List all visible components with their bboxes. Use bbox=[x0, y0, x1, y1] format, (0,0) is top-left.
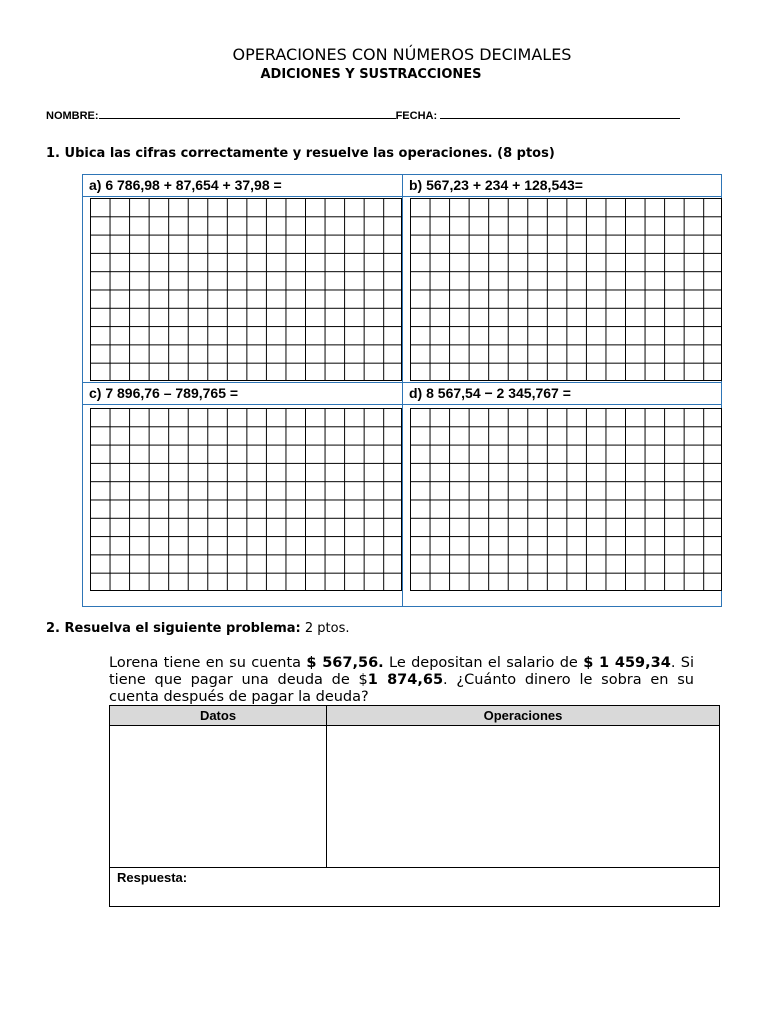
section1-title: 1. Ubica las cifras correctamente y resuelve las operaciones. (8 ptos) bbox=[46, 146, 555, 161]
operations-vertical-divider bbox=[402, 174, 403, 607]
worksheet-title: OPERACIONES CON NÚMEROS DECIMALES bbox=[232, 45, 572, 64]
operation-c-label: c) 7 896,76 – 789,765 = bbox=[89, 385, 239, 401]
name-label: NOMBRE: bbox=[46, 110, 99, 122]
section2-title-bold: 2. Resuelva el siguiente problema: bbox=[46, 621, 301, 636]
problem-text-4: . ¿Cuánto dinero le sobra en su cuenta después de pagar la deuda? bbox=[109, 672, 695, 705]
grid-a bbox=[90, 198, 402, 381]
operations-divider-top bbox=[82, 196, 722, 197]
operations-divider-middle bbox=[82, 382, 722, 383]
operation-d-label: d) 8 567,54 − 2 345,767 = bbox=[409, 385, 571, 401]
problem-amount-3: 1 874,65 bbox=[367, 672, 444, 688]
grid-b bbox=[410, 198, 722, 381]
problem-text-3: . Si tiene que pagar una deuda de $ bbox=[109, 655, 695, 688]
section2-title-points: 2 ptos. bbox=[300, 621, 350, 636]
problem-text-2: Le depositan el salario de bbox=[383, 655, 584, 671]
operations-divider-lower bbox=[82, 404, 722, 405]
operaciones-cell[interactable] bbox=[327, 726, 720, 868]
operation-a-label: a) 6 786,98 + 87,654 + 37,98 = bbox=[89, 177, 282, 193]
worksheet-subtitle: ADICIONES Y SUSTRACCIONES bbox=[260, 67, 482, 82]
section2-title bbox=[46, 621, 350, 636]
problem-amount-2: $ 1 459,34 bbox=[583, 655, 671, 671]
operaciones-header: Operaciones bbox=[327, 706, 720, 726]
date-label: FECHA: bbox=[395, 110, 438, 122]
grid-c bbox=[90, 408, 402, 591]
date-line bbox=[440, 108, 680, 119]
problem-amount-1: $ 567,56. bbox=[306, 655, 384, 671]
respuesta-label: Respuesta: bbox=[117, 870, 188, 885]
name-line bbox=[99, 108, 396, 119]
datos-cell[interactable] bbox=[110, 726, 327, 868]
student-info-row bbox=[46, 108, 706, 122]
grid-d bbox=[410, 408, 722, 591]
problem-text-1: Lorena tiene en su cuenta bbox=[109, 655, 307, 671]
respuesta-cell[interactable] bbox=[110, 868, 720, 907]
operation-b-label: b) 567,23 + 234 + 128,543= bbox=[409, 177, 583, 193]
problem-statement bbox=[109, 655, 694, 706]
datos-header: Datos bbox=[110, 706, 327, 726]
answer-table bbox=[109, 705, 720, 907]
